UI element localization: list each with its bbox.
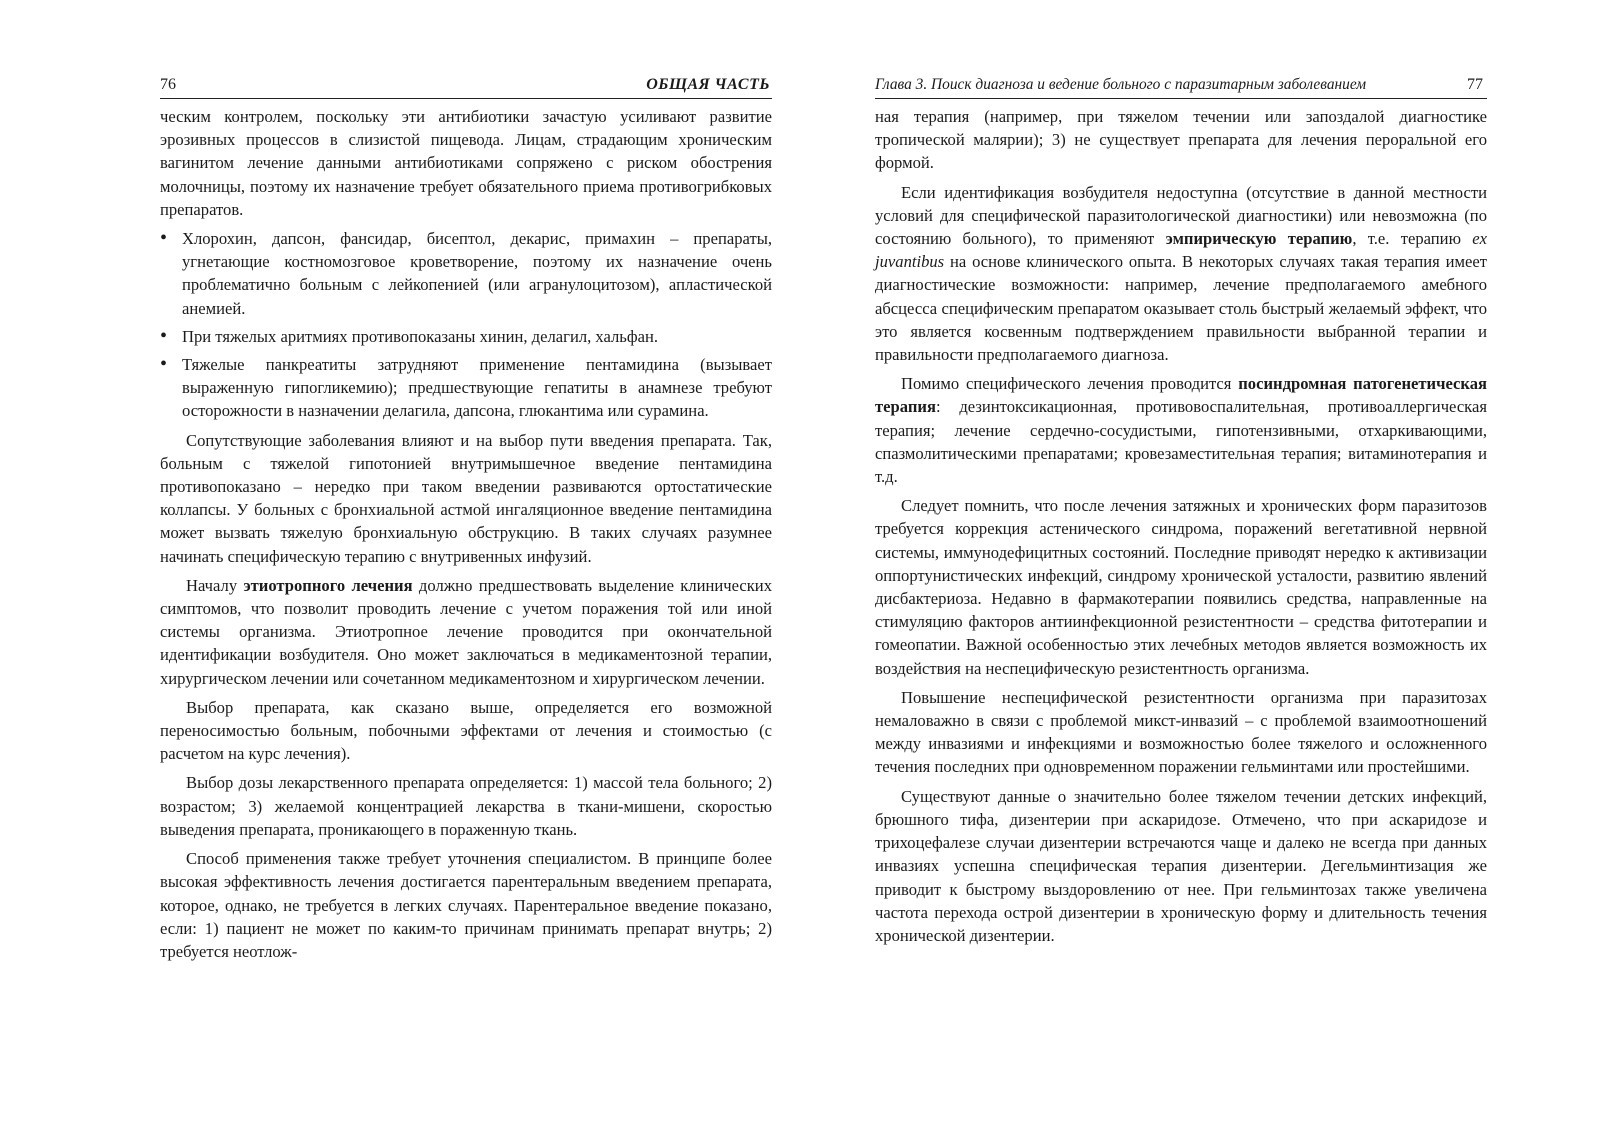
italic-term: ex juvantibus [875,229,1487,272]
text-run: : дезинтоксикационная, противовоспалительная, противоаллергическая терапия; лечение сердечно-сосудистыми, гипотензивными, отхаркивающими, спазмолитическими препаратами; кровезаместительная терапия; витаминотерапия и т.д. [875,397,1487,487]
text-run: Помимо специфического лечения проводится [901,374,1239,394]
paragraph: Выбор дозы лекарственного препарата определяется: 1) массой тела больного; 2) возрастом; 3) желаемой концентрацией лекарства в ткани-мишени, скоростью выведения препарата, проникающего в пораженную ткань. [160,773,772,839]
paragraph: Следует помнить, что после лечения затяжных и хронических форм паразитозов требуется коррекция астенического синдрома, поражений вегетативной нервной системы, иммунодефицитных состояний. Последние приводят нередко к активизации оппортунистических инфекций, синдрому хронической усталости, развитию явлений дисбактериоза. Недавно в фармакотерапии появились средства, направленные на стимуляцию факторов антиинфекционной резистентности – средства фитотерапии и гомеопатии. Важной особенностью этих лечебных методов является возможность их воздействия на неспецифическую резистентность организма. [875,496,1487,678]
page-number: 77 [1467,75,1483,93]
paragraph: Способ применения также требует уточнения специалистом. В принципе более высокая эффективность лечения достигается парентеральным введением препарата, которое, однако, не требуется в легких случаях. Парентеральное введение показано, если: 1) пациент не может по каким-то причинам принимать препарат внутрь; 2) требуется неотлож- [160,849,772,961]
bold-term: этиотропного лечения [243,575,413,595]
continuation-paragraph: ная терапия (например, при тяжелом течении или запоздалой диагностике тропической малярии); 3) не существует препарата для лечения пероральной его формой. [875,107,1487,173]
bold-term: посиндромная патогенетическая терапия [875,374,1487,417]
paragraph: Выбор препарата, как сказано выше, определяется его возможной переносимостью больным, побочными эффектами от лечения и стоимостью (с расчетом на курс лечения). [160,697,772,764]
left-page-header [160,72,772,99]
chapter-title: Глава 3. Поиск диагноза и ведение больного с паразитарным заболеванием [875,75,1367,93]
bold-term: эмпирическую терапию [1165,229,1353,249]
left-page [160,72,772,969]
paragraph: Сопутствующие заболевания влияют и на выбор пути введения препарата. Так, больным с тяжелой гипотонией внутримышечное введение пентамидина противопоказано – нередко при таком введении развиваются ортостатические коллапсы. У больных с бронхиальной астмой ингаляционное введение пентамидина может вызвать тяжелую бронхиальную обструкцию. В таких случаях разумнее начинать специфическую терапию с внутривенных инфузий. [160,430,772,566]
contraindication-list [160,227,772,423]
paragraph [160,574,772,690]
text-run: Если идентификация возбудителя недоступна (отсутствие в данной местности условий для специфической паразитологической диагностики) или невозможна (по состоянию больного), то применяют [875,182,1487,249]
paragraph [875,181,1487,367]
running-title: ОБЩАЯ ЧАСТЬ [646,75,770,93]
text-run: на основе клинического опыта. В некоторых случаях такая терапия имеет диагностические возможности: например, лечение предполагаемого амебного абсцесса специфическим препаратом оказывает столь быстрый желаемый эффект, что это является косвенным подтверждением правильности выбранной терапии и правильности предполагаемого диагноза. [875,252,1487,365]
text-run: , т.е. терапию [1352,229,1473,249]
paragraph: Существуют данные о значительно более тяжелом течении детских инфекций, брюшного тифа, дизентерии при аскаридозе. Отмечено, что при аскаридозе и трихоцефалезе случаи дизентерии встречаются чаще и далеко не всегда при данных инвазиях успешна специфическая терапия дизентерии. Дегельминтизация же приводит к быстрому выздоровлению от нее. При гельминтозах также увеличена частота перехода острой дизентерии в хроническую форму и длительность течения хронической дизентерии. [875,786,1487,945]
paragraph: Повышение неспецифической резистентности организма при паразитозах немаловажно в связи с проблемой микст-инвазий – с проблемой взаимоотношений между инвазиями и инфекциями и возможностью более тяжелого и осложненного течения последних при одновременном поражении гельминтами или простейшими. [875,687,1487,777]
page-number: 76 [160,75,176,93]
text-run: должно предшествовать выделение клинических симптомов, что позволит проводить лечение с учетом поражения той или иной системы организма. Этиотропное лечение проводится при окончательной идентификации возбудителя. Оно может заключаться в медикаментозной терапии, хирургическом лечении или сочетанном медикаментозном и хирургическом лечении. [160,575,772,688]
right-page-header [875,72,1487,99]
list-item: • При тяжелых аритмиях противопоказаны хинин, делагил, хальфан. [160,325,772,348]
list-item: • Хлорохин, дапсон, фансидар, бисептол, декарис, примахин – препараты, угнетающие костномозговое кроветворение, поэтому их назначение очень проблематично больным с лейкопенией (или агранулоцитозом), апластической анемией. [160,227,772,320]
text-run: Началу [186,575,244,595]
paragraph [875,372,1487,488]
right-page [875,72,1487,953]
continuation-paragraph: ческим контролем, поскольку эти антибиотики зачастую усиливают развитие эрозивных процессов в слизистой пищевода. Лицам, страдающим хроническим вагинитом лечение данными антибиотиками сопряжено с риском обострения молочницы, поэтому их назначение требует обязательного приема противогрибковых препаратов. [160,107,772,219]
list-item: • Тяжелые панкреатиты затрудняют применение пентамидина (вызывает выраженную гипогликемию); предшествующие гепатиты в анамнезе требуют осторожности в назначении делагила, дапсона, глюкантима или сурамина. [160,353,772,423]
